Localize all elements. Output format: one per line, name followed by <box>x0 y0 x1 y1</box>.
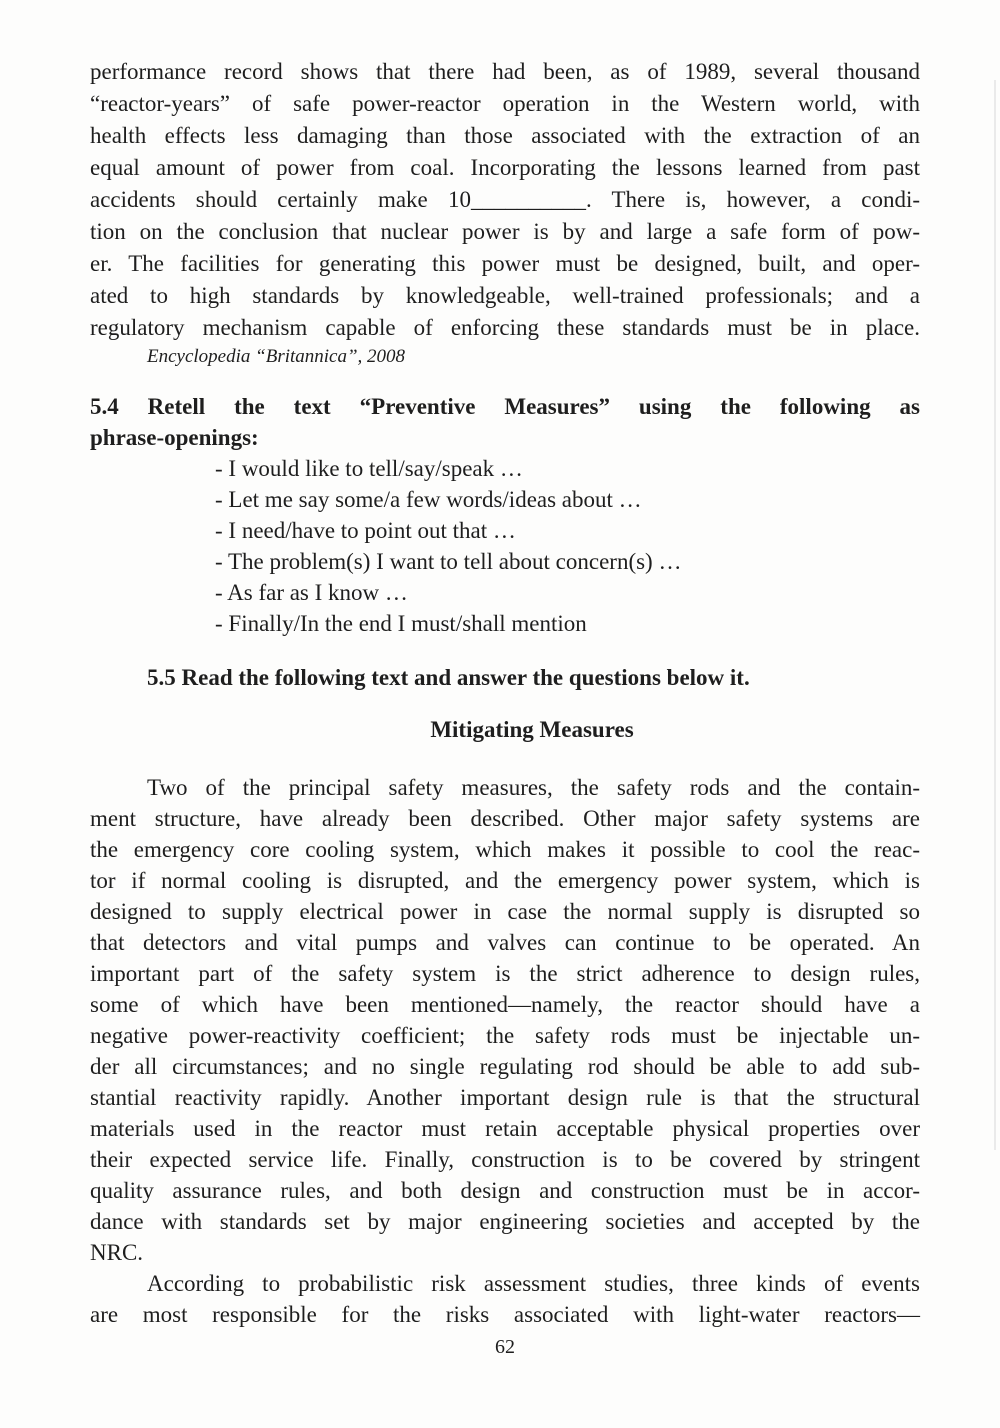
list-item: - I would like to tell/say/speak … <box>215 456 523 481</box>
body-line: their expected service life. Finally, construction is to be covered by stringent <box>90 1147 920 1172</box>
text-title-mitigating-measures: Mitigating Measures <box>430 717 634 742</box>
intro-line: performance record shows that there had been, as of 1989, several thousand <box>90 59 920 84</box>
page-number: 62 <box>495 1336 515 1358</box>
body-line: some of which have been mentioned—namely, the reactor should have a <box>90 992 920 1017</box>
body-line: der all circumstances; and no single regulating rod should be able to add sub- <box>90 1054 920 1079</box>
body-line: Two of the principal safety measures, the safety rods and the contain- <box>147 775 920 800</box>
intro-line: er. The facilities for generating this power must be designed, built, and oper- <box>90 251 920 276</box>
body-line: ment structure, have already been described. Other major safety systems are <box>90 806 920 831</box>
body-line: designed to supply electrical power in case the normal supply is disrupted so <box>90 899 920 924</box>
text-block <box>90 56 920 1361</box>
intro-line: ated to high standards by knowledgeable, well-trained professionals; and a <box>90 283 920 308</box>
intro-line-with-blank: accidents should certainly make 10__________. There is, however, a condi- <box>90 187 920 212</box>
body-line: According to probabilistic risk assessment studies, three kinds of events <box>147 1271 920 1296</box>
body-line: materials used in the reactor must retain acceptable physical properties over <box>90 1116 920 1141</box>
intro-line: regulatory mechanism capable of enforcing these standards must be in place. <box>90 315 920 340</box>
body-line: the emergency core cooling system, which makes it possible to cool the reac- <box>90 837 920 862</box>
list-item: - Finally/In the end I must/shall mention <box>215 611 587 636</box>
body-line: are most responsible for the risks associated with light-water reactors— <box>90 1302 920 1327</box>
intro-line: health effects less damaging than those associated with the extraction of an <box>90 123 920 148</box>
body-line: important part of the safety system is the strict adherence to design rules, <box>90 961 920 986</box>
body-line: quality assurance rules, and both design and construction must be in accor- <box>90 1178 920 1203</box>
body-line: stantial reactivity rapidly. Another important design rule is that the structural <box>90 1085 920 1110</box>
section-5-4-heading <box>90 391 920 453</box>
heading-line: phrase-openings: <box>90 425 259 450</box>
list-item: - As far as I know … <box>215 580 408 605</box>
intro-line: “reactor-years” of safe power-reactor operation in the Western world, with <box>90 91 920 116</box>
body-line: tor if normal cooling is disrupted, and the emergency power system, which is <box>90 868 920 893</box>
source-citation: Encyclopedia “Britannica”, 2008 <box>147 346 406 367</box>
list-item: - Let me say some/a few words/ideas about … <box>215 487 642 512</box>
body-paragraph-2 <box>90 1268 920 1330</box>
intro-paragraph <box>90 56 920 344</box>
body-line: NRC. <box>90 1240 144 1265</box>
body-line: that detectors and vital pumps and valves can continue to be operated. An <box>90 930 920 955</box>
list-item: - The problem(s) I want to tell about concern(s) … <box>215 549 682 574</box>
body-paragraph-1 <box>90 772 920 1268</box>
phrase-openings-list <box>215 453 920 639</box>
intro-line: equal amount of power from coal. Incorporating the lessons learned from past <box>90 155 920 180</box>
section-5-5-heading: 5.5 Read the following text and answer the questions below it. <box>147 665 750 690</box>
scan-edge-artifact <box>994 80 996 1150</box>
body-line: dance with standards set by major engineering societies and accepted by the <box>90 1209 920 1234</box>
list-item: - I need/have to point out that … <box>215 518 516 543</box>
body-line: negative power-reactivity coefficient; the safety rods must be injectable un- <box>90 1023 920 1048</box>
heading-line: 5.4 Retell the text “Preventive Measures” using the following as <box>90 394 920 419</box>
intro-line: tion on the conclusion that nuclear power is by and large a safe form of pow- <box>90 219 920 244</box>
